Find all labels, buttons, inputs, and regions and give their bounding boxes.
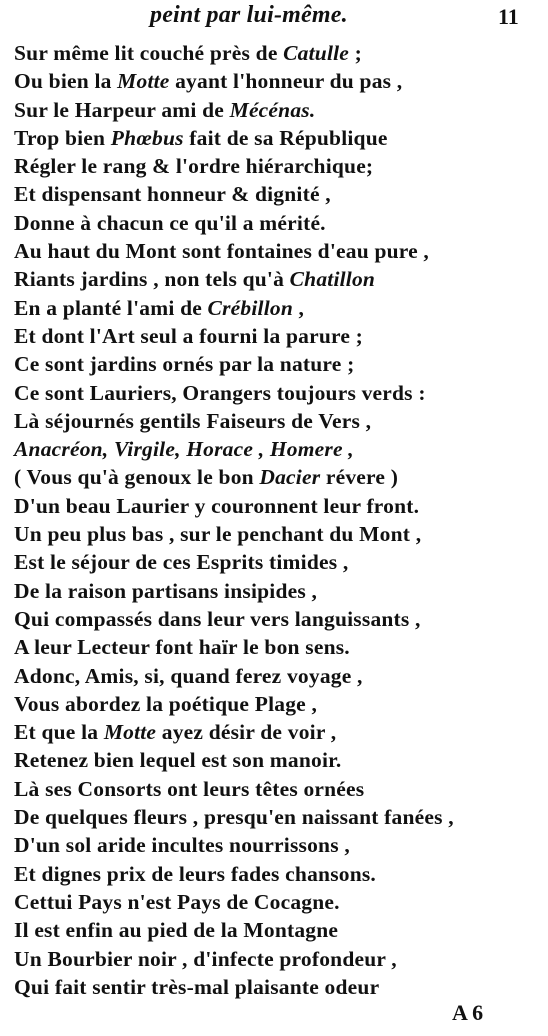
verse-segment: D'un beau Laurier y couronnent leur front. — [14, 493, 420, 518]
verse-italic-segment: Phœbus — [110, 125, 184, 150]
verse-line — [14, 803, 539, 831]
verse-segment: En a planté l'ami de — [14, 295, 208, 320]
verse-segment: Donne à chacun ce qu'il a mérité. — [14, 210, 326, 235]
verse-segment: De quelques fleurs , presqu'en naissant fanées , — [14, 805, 454, 830]
verse-segment: Ce sont jardins ornés par la nature ; — [14, 352, 355, 377]
verse-segment: ayant l'honneur du pas , — [169, 69, 403, 94]
verse-line — [14, 322, 539, 350]
verse-line — [14, 860, 539, 888]
verse-line — [14, 548, 539, 576]
verse-segment: Est le séjour de ces Esprits timides , — [14, 550, 349, 575]
running-head: peint par lui-même. — [150, 2, 348, 28]
verse-italic-segment: Motte — [103, 720, 157, 745]
verse-segment: De la raison partisans insipides , — [14, 578, 318, 603]
verse-line — [14, 633, 539, 661]
verse-segment: Et dispensant honneur & dignité , — [14, 182, 331, 207]
verse-italic-segment: Motte — [117, 69, 170, 94]
verse-segment: D'un sol aride incultes nourrissons , — [14, 833, 350, 858]
verse-line — [14, 492, 539, 520]
verse-segment: Cettui Pays n'est Pays de Cocagne. — [14, 889, 340, 914]
verse-line — [14, 577, 539, 605]
verse-line — [14, 973, 539, 1001]
verse-segment: Et dont l'Art seul a fourni la parure ; — [14, 323, 364, 348]
verse-line — [14, 152, 539, 180]
verse-segment: Sur le Harpeur ami de — [14, 97, 230, 122]
verse-line — [14, 718, 539, 746]
verse-line — [14, 831, 539, 859]
verse-segment: Là séjournés gentils Faiseurs de Vers , — [14, 408, 372, 433]
verse-segment: Un peu plus bas , sur le penchant du Mont , — [14, 522, 422, 547]
verse-line — [14, 463, 539, 491]
verse-segment: révere ) — [320, 465, 399, 490]
page-number: 11 — [498, 4, 519, 29]
verse-segment: Qui fait sentir très-mal plaisante odeur — [14, 974, 380, 999]
verse-segment: Et que la — [14, 720, 104, 745]
verse-line — [14, 888, 539, 916]
verse-segment: Un Bourbier noir , d'infecte profondeur , — [14, 946, 397, 971]
verse-line — [14, 209, 539, 237]
verse-segment: Vous abordez la poétique Plage , — [14, 691, 318, 716]
verse-segment: Il est enfin au pied de la Montagne — [14, 918, 339, 943]
verse-segment: ; — [349, 41, 362, 65]
verse-line — [14, 916, 539, 944]
page-header — [0, 0, 548, 34]
verse-line — [14, 180, 539, 208]
verse-line — [14, 520, 539, 548]
verse-line — [14, 945, 539, 973]
verse-segment: Régler le rang & l'ordre hiérarchique; — [14, 154, 374, 179]
verse-segment: Et dignes prix de leurs fades chansons. — [14, 861, 377, 886]
verse-line — [14, 746, 539, 774]
verse-segment: Adonc, Amis, si, quand ferez voyage , — [14, 663, 363, 688]
signature-mark: A 6 — [452, 1000, 484, 1025]
verse-italic-segment: Dacier — [259, 465, 321, 490]
verse-segment: Sur même lit couché près de — [14, 41, 284, 65]
verse-italic-segment: Mécénas. — [229, 97, 316, 122]
verse-line — [14, 96, 539, 124]
verse-italic-segment: Chatillon — [289, 267, 376, 292]
verse-segment: Retenez bien lequel est son manoir. — [14, 748, 342, 773]
verse-line — [14, 39, 539, 67]
verse-line — [14, 605, 539, 633]
verse-segment: Ce sont Lauriers, Orangers toujours verds : — [14, 380, 426, 405]
verse-line — [14, 265, 539, 293]
verse-line — [14, 124, 539, 152]
verse-segment: ( Vous qu'à genoux le bon — [14, 465, 260, 490]
poem-text — [14, 39, 539, 1001]
verse-segment: Trop bien — [14, 125, 111, 150]
verse-segment: Au haut du Mont sont fontaines d'eau pure , — [14, 239, 430, 264]
verse-line — [14, 407, 539, 435]
verse-line — [14, 294, 539, 322]
verse-segment: A leur Lecteur font haïr le bon sens. — [14, 635, 350, 660]
verse-segment: Qui compassés dans leur vers languissants , — [14, 606, 421, 631]
verse-segment: Ou bien la — [14, 69, 118, 94]
verse-line — [14, 435, 539, 463]
verse-italic-segment: Crébillon — [207, 295, 293, 320]
verse-segment: Riants jardins , non tels qu'à — [14, 267, 290, 292]
verse-line — [14, 237, 539, 265]
verse-segment: ayez désir de voir , — [156, 720, 337, 745]
verse-segment: fait de sa République — [183, 125, 388, 150]
verse-segment: Là ses Consorts ont leurs têtes ornées — [14, 776, 365, 801]
verse-italic-segment: Catulle — [283, 41, 350, 65]
verse-line — [14, 350, 539, 378]
verse-line — [14, 379, 539, 407]
verse-line — [14, 662, 539, 690]
verse-line — [14, 690, 539, 718]
verse-line — [14, 67, 539, 95]
verse-italic-segment: Anacréon, Virgile, Horace , Homere , — [14, 437, 354, 462]
verse-segment: , — [292, 295, 305, 320]
verse-line — [14, 775, 539, 803]
